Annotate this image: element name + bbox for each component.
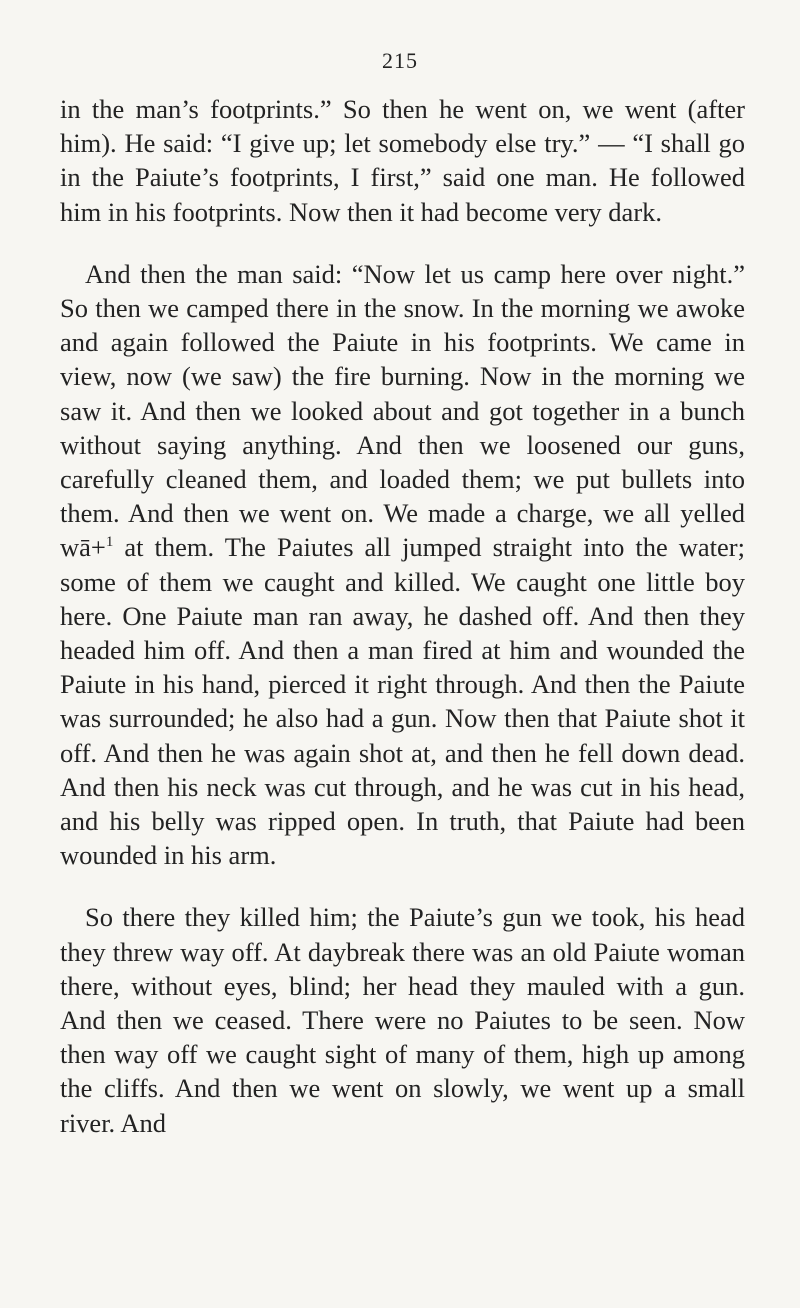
yell-word: wā+ bbox=[60, 532, 106, 563]
body-text bbox=[60, 92, 745, 1140]
footnote-marker: 1 bbox=[105, 534, 114, 551]
page-number: 215 bbox=[382, 48, 418, 73]
paragraph-camp-and-attack bbox=[60, 257, 745, 873]
paragraph-aftermath: So there they killed him; the Paiute’s gun we took, his head they threw way off. At daybreak there was an old Paiute woman there, without eyes, blind; her head they mauled with a gun. And then we ceased. There were no Paiutes to be seen. Now then way off we caught sight of many of them, high up among the cliffs. And then we went on slowly, we went up a small river. And bbox=[60, 902, 745, 1138]
paragraph-text-part-2: at them. The Paiutes all jumped straight into the water; some of them we caught and killed. We caught one little boy here. One Paiute man ran away, he dashed off. And then they headed him off. And then a man fired at him and wounded the Paiute in his hand, pierced it right through. And then the Paiute was surrounded; he also had a gun. Now then that Paiute shot it off. And then he was again shot at, and then he fell down dead. And then his neck was cut through, and he was cut in his head, and his belly was ripped open. In truth, that Paiute had been wounded in his arm. bbox=[60, 532, 745, 871]
paragraph-continued: in the man’s footprints.” So then he went on, we went (after him). He said: “I give up; let somebody else try.” — “I shall go in the Paiute’s footprints, I first,” said one man. He followed him in his footprints. Now then it had become very dark. bbox=[60, 94, 745, 227]
paragraph-text-part-1: And then the man said: “Now let us camp here over night.” So then we camped there in the snow. In the morning we awoke and again followed the Paiute in his footprints. We came in view, now (we saw) the fire burning. Now in the morning we saw it. And then we looked about and got together in a bunch without saying anything. And then we loosened our guns, carefully cleaned them, and loaded them; we put bullets into them. And then we went on. We made a charge, we all yelled bbox=[60, 258, 745, 529]
